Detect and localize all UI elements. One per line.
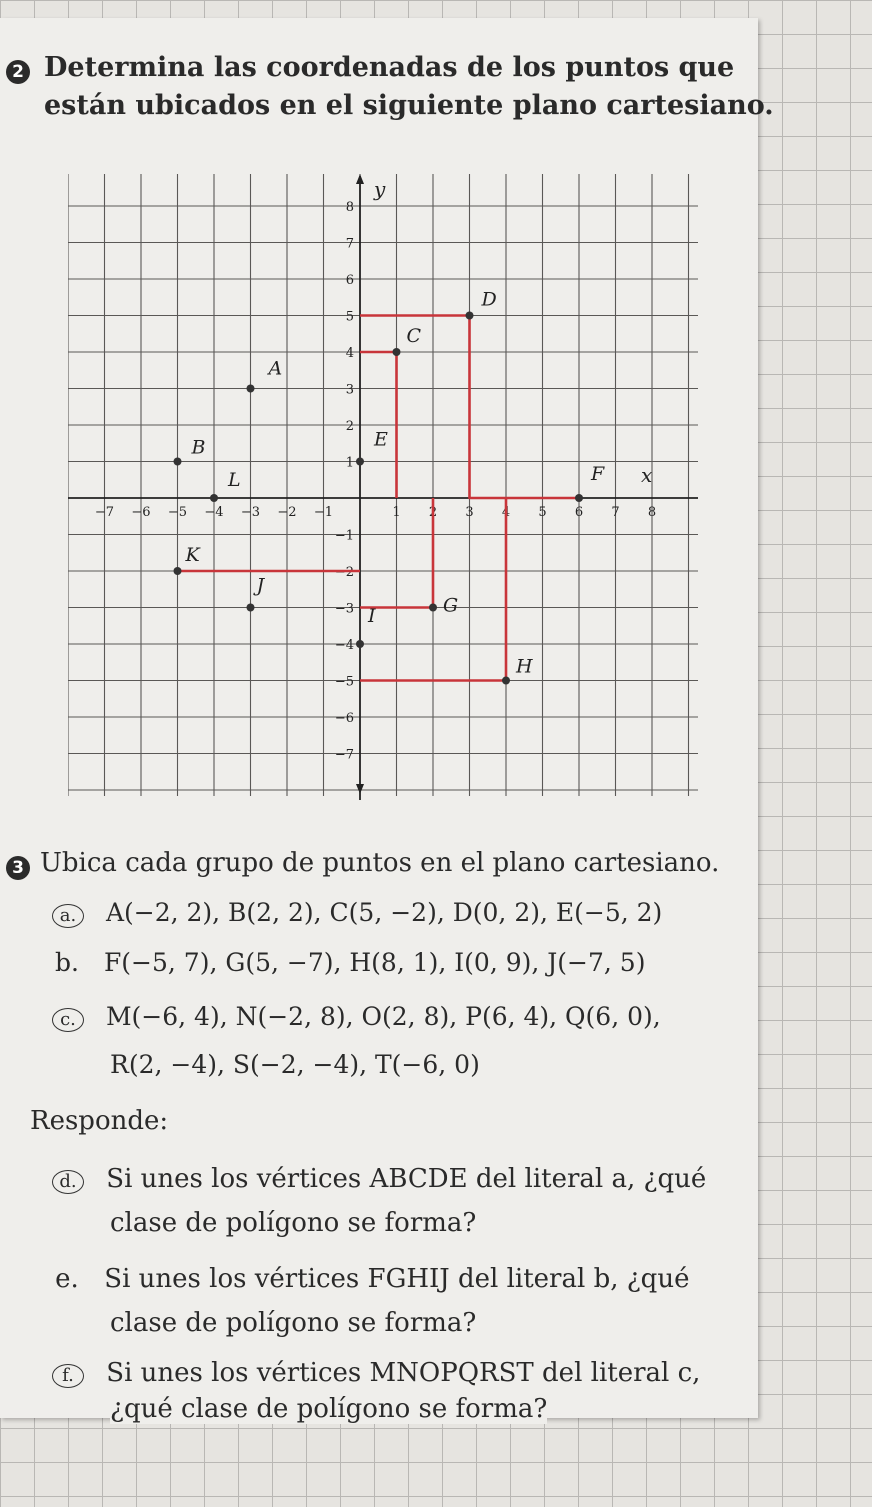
item-b-label: b. [55,948,79,977]
item-c-text-1: M(−6, 4), N(−2, 8), O(2, 8), P(6, 4), Q(6, 0), [105,1002,661,1031]
item-f [52,1358,700,1388]
point-g-dot [429,604,437,612]
item-e-text-1: Si unes los vértices FGHIJ del literal b, ¿qué [104,1264,690,1294]
point-b-dot [174,458,182,466]
x-tick-label: −3 [240,505,261,520]
item-f-label: f. [52,1364,84,1388]
y-tick-label: −6 [334,711,354,726]
y-tick-label: −5 [334,674,354,690]
item-b [52,948,645,977]
x-tick-label: −5 [167,505,188,520]
item-f-text-1: Si unes los vértices MNOPQRST del literal c, [106,1358,701,1388]
point-b-label: B [191,436,206,459]
x-axis-label: x [641,463,653,487]
point-i-label: I [368,605,376,627]
y-axis-arrow-up [356,174,364,184]
y-tick-label: −3 [334,601,354,617]
plane-tick-labels [95,200,656,763]
point-e-label: E [374,428,388,451]
point-f-label: F [591,463,605,485]
plane-axes [68,174,698,800]
x-tick-label: 5 [538,505,547,520]
item-e [52,1264,689,1294]
cartesian-plane [68,170,698,800]
y-tick-label: −1 [334,528,354,544]
x-tick-label: −1 [313,505,334,520]
y-tick-label: −4 [334,638,354,653]
point-d-label: D [481,288,497,311]
y-tick-label: −7 [334,747,354,763]
y-tick-label: 3 [345,382,354,398]
x-tick-label: 1 [392,505,401,520]
point-a-dot [247,385,255,393]
point-h-label: H [516,655,533,678]
y-axis-arrow-down [356,784,364,794]
x-tick-label: −7 [94,505,115,520]
question-3-number: 3 [6,856,30,880]
question-3-title: Ubica cada grupo de puntos en el plano cartesiano. [40,848,720,878]
worksheet-page [0,18,774,1424]
point-k-label: K [185,544,200,566]
item-a-text: A(−2, 2), B(2, 2), C(5, −2), D(0, 2), E(−5, 2) [105,898,663,927]
item-a [52,898,662,928]
item-d [52,1164,706,1194]
point-a-label: A [268,357,283,380]
question-2-line-1: Determina las coordenadas de los puntos que [44,52,735,83]
y-tick-label: 2 [345,419,354,434]
x-tick-label: −4 [204,505,224,520]
point-l-dot [210,494,218,502]
point-f-dot [575,494,583,502]
item-f-text-2: ¿qué clase de polígono se forma? [110,1394,548,1424]
x-tick-label: 4 [501,505,511,520]
y-tick-label: 5 [345,309,354,325]
question-2-line-2: están ubicados en el siguiente plano cartesiano. [44,90,774,121]
item-e-text-2: clase de polígono se forma? [110,1308,477,1338]
y-axis-label: y [374,177,386,201]
x-tick-label: −2 [277,505,297,520]
y-tick-label: −2 [334,565,354,580]
item-c [52,1002,661,1032]
point-g-label: G [443,594,459,617]
item-e-label: e. [55,1264,79,1294]
point-c-dot [393,348,401,356]
x-tick-label: 7 [611,505,620,520]
x-tick-label: 6 [574,505,584,520]
x-tick-label: 8 [647,505,657,520]
y-tick-label: 7 [345,236,354,252]
point-j-dot [247,604,255,612]
y-tick-label: 4 [345,346,354,361]
point-j-label: J [256,574,265,597]
item-d-text-1: Si unes los vértices ABCDE del literal a, ¿qué [106,1164,707,1194]
item-d-label: d. [52,1170,84,1194]
y-tick-label: 6 [345,273,354,288]
y-tick-label: 1 [345,455,354,471]
point-k-dot [174,567,182,575]
item-a-label: a. [52,904,84,928]
item-b-text: F(−5, 7), G(5, −7), H(8, 1), I(0, 9), J(−7, 5) [103,948,646,977]
x-tick-label: −6 [131,505,151,520]
responde-heading: Responde: [30,1106,169,1136]
y-tick-label: 8 [345,200,354,215]
item-d-text-2: clase de polígono se forma? [110,1208,477,1238]
point-i-dot [356,640,364,648]
point-h-dot [502,677,510,685]
item-c-text-2: R(2, −4), S(−2, −4), T(−6, 0) [110,1050,480,1079]
point-d-dot [466,312,474,320]
item-c-label: c. [52,1008,84,1032]
x-tick-label: 2 [428,505,438,520]
plane-points [174,289,606,685]
x-tick-label: 3 [465,505,474,520]
point-c-label: C [406,325,422,347]
segment-d-f [360,316,579,499]
point-l-label: L [228,469,241,491]
question-2-number: 2 [6,60,30,84]
point-e-dot [356,458,364,466]
